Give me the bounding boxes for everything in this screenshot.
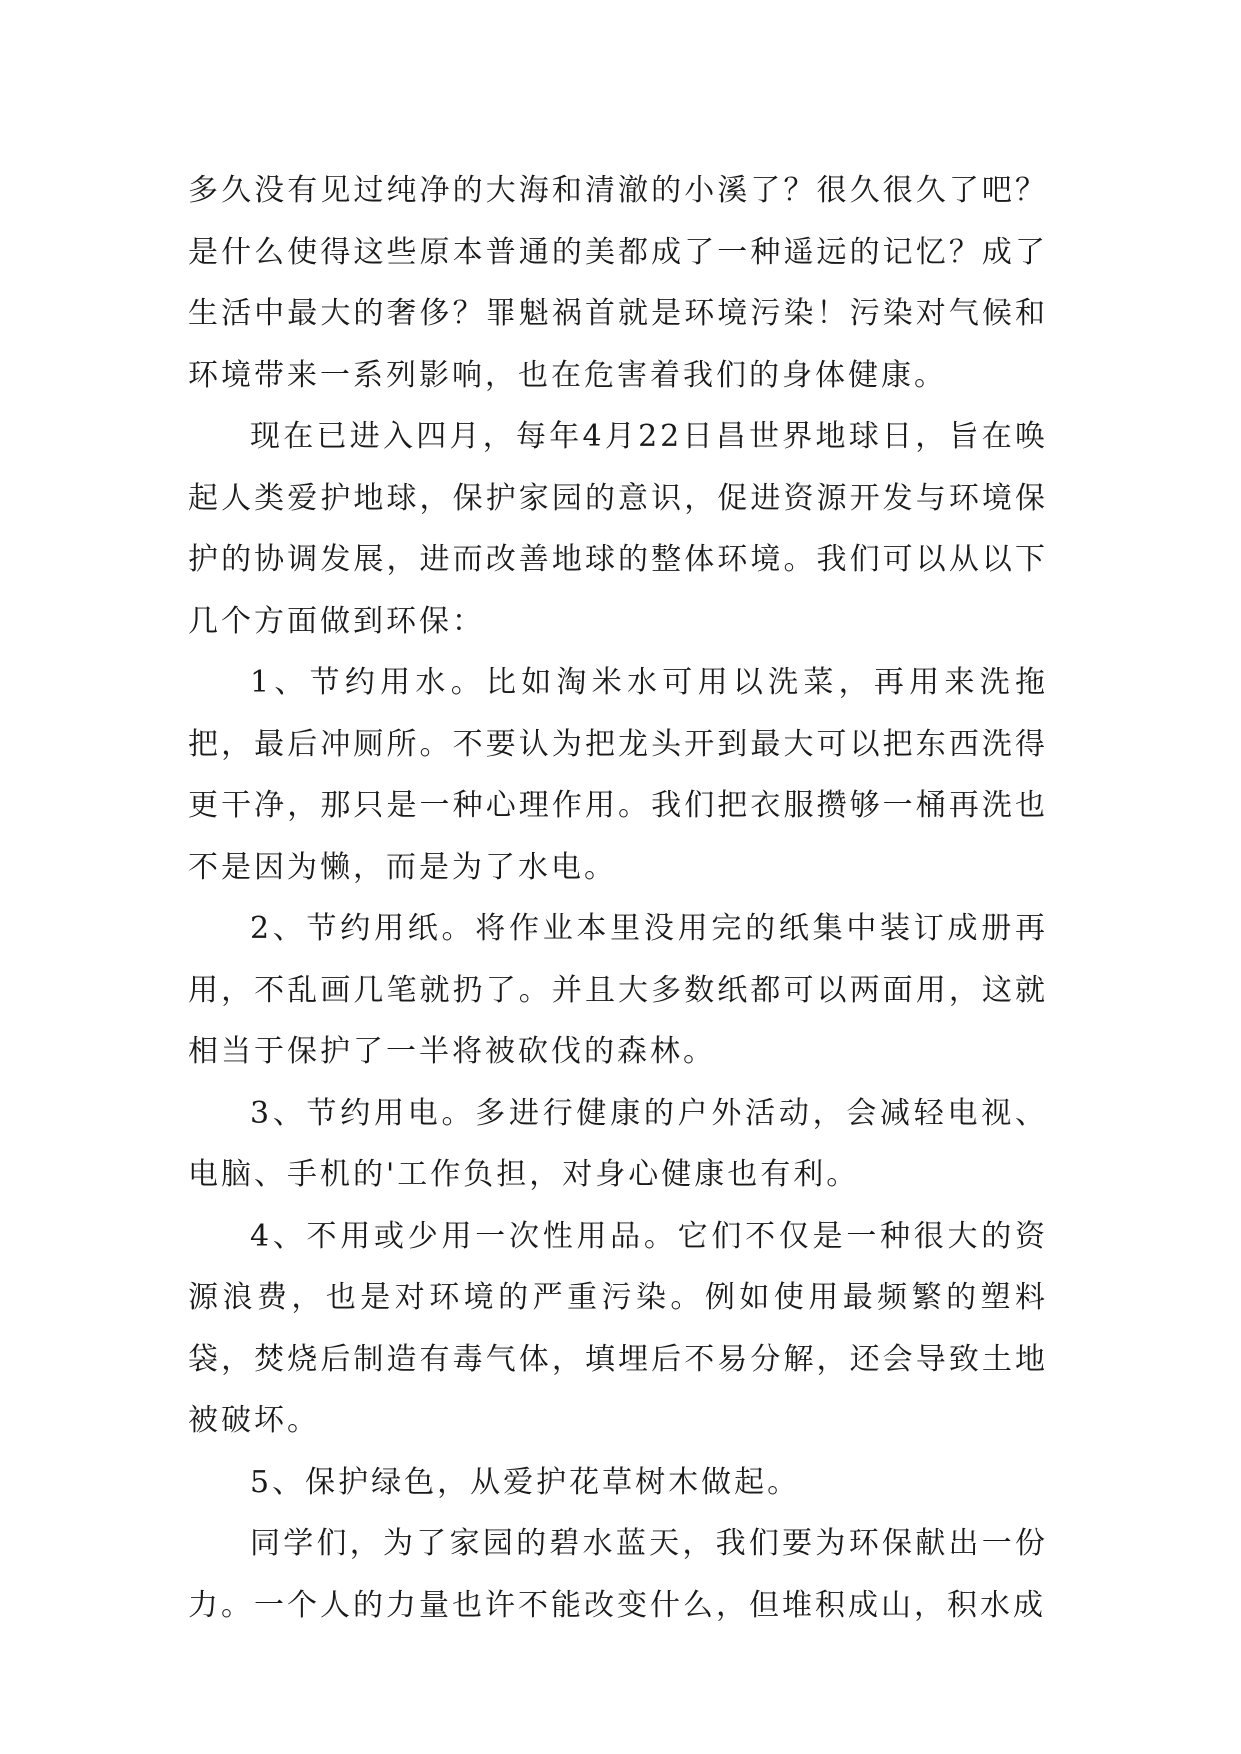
paragraph-disposables: 4、不用或少用一次性用品。它们不仅是一种很大的资源浪费，也是对环境的严重污染。例如使用最频繁的塑料袋，焚烧后制造有毒气体，填埋后不易分解，还会导致土地被破坏。 [188, 1218, 1048, 1438]
paragraph-closing: 同学们，为了家园的碧水蓝天，我们要为环保献出一份力。一个人的力量也许不能改变什么，但堆积成山，积水成 [188, 1526, 1048, 1623]
document-body [188, 160, 1048, 1636]
paragraph-earth-day: 现在已进入四月，每年4月22日昌世界地球日，旨在唤起人类爱护地球，保护家园的意识，促进资源开发与环境保护的协调发展，进而改善地球的整体环境。我们可以从以下几个方面做到环保： [188, 419, 1048, 639]
paragraph-intro: 多久没有见过纯净的大海和清澈的小溪了？很久很久了吧？是什么使得这些原本普通的美都成了一种遥远的记忆？成了生活中最大的奢侈？罪魁祸首就是环境污染！污染对气候和环境带来一系列影响，也在危害着我们的身体健康。 [188, 173, 1048, 393]
paragraph-save-water: 1、节约用水。比如淘米水可用以洗菜，再用来洗拖把，最后冲厕所。不要认为把龙头开到最大可以把东西洗得更干净，那只是一种心理作用。我们把衣服攒够一桶再洗也不是因为懒，而是为了水电。 [188, 665, 1048, 885]
paragraph-save-electricity: 3、节约用电。多进行健康的户外活动，会减轻电视、电脑、手机的'工作负担，对身心健康也有利。 [188, 1095, 1048, 1192]
paragraph-save-paper: 2、节约用纸。将作业本里没用完的纸集中装订成册再用，不乱画几笔就扔了。并且大多数纸都可以两面用，这就相当于保护了一半将被砍伐的森林。 [188, 911, 1048, 1069]
paragraph-protect-green: 5、保护绿色，从爱护花草树木做起。 [250, 1464, 801, 1500]
